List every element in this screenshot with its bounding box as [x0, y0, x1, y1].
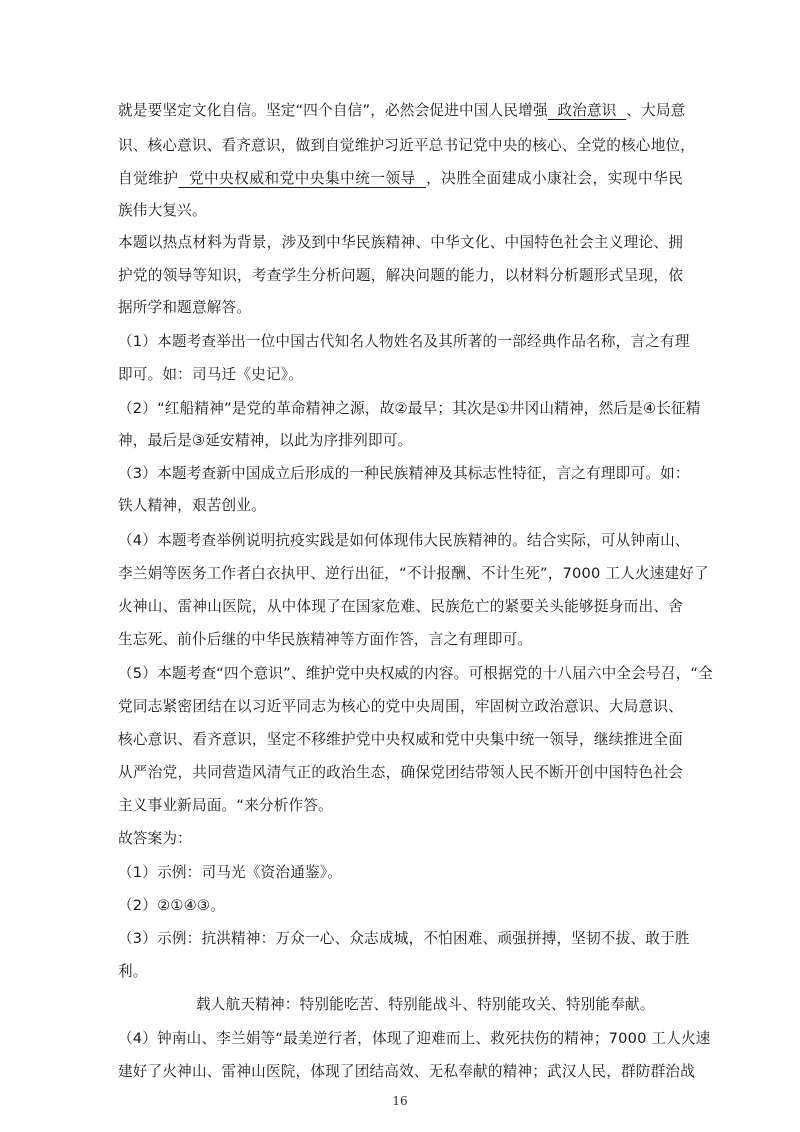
text-line-8: （1）本题考查举出一位中国古代知名人物姓名及其所著的一部经典作品名称，言之有理 [118, 333, 690, 350]
answer-blank-party-authority: 党中央权威和党中央集中统一领导 [178, 170, 427, 187]
text-line-26: （3）示例：抗洪精神：万众一心、众志成城，不怕困难、顽强拼搏，坚韧不拔、敢于胜 [118, 930, 690, 947]
text-line-12: （3）本题考查新中国成立后形成的一种民族精神及其标志性特征，言之有理即可。如： [118, 465, 690, 482]
text-segment: ，决胜全面建成小康社会，实现中华民 [426, 170, 683, 187]
text-line-20: 核心意识、看齐意识，坚定不移维护党中央权威和党中央集中统一领导，继续推进全面 [118, 731, 683, 748]
text-line-15: 李兰娟等医务工作者白衣执甲、逆行出征，“不计报酬、不计生死”，7000 工人火速建好了 [118, 565, 709, 582]
text-line-1 [118, 101, 686, 121]
text-line-17: 生忘死、前仆后继的中华民族精神等方面作答，言之有理即可。 [118, 631, 533, 648]
text-line-25: （2）②①④③。 [118, 897, 225, 914]
text-line-29: （4）钟南山、李兰娟等“最美逆行者，体现了迎难而上、救死扶伤的精神；7000 工人火速 [118, 1030, 711, 1047]
text-line-22: 主义事业新局面。“来分析作答。 [118, 797, 333, 814]
text-line-30: 建好了火神山、雷神山医院，体现了团结高效、无私奉献的精神；武汉人民，群防群治战 [118, 1063, 695, 1080]
text-segment: 、大局意 [626, 102, 686, 119]
text-line-16: 火神山、雷神山医院，从中体现了在国家危难、民族危亡的紧要关头能够挺身而出、舍 [118, 598, 683, 615]
text-segment: 就是要坚定文化自信。坚定“四个自信”，必然会促进中国人民增强 [118, 102, 548, 119]
text-line-10: （2）“红船精神”是党的革命精神之源，故②最早；其次是①井冈山精神，然后是④长征精 [118, 400, 701, 417]
text-line-7: 据所学和题意解答。 [118, 299, 252, 316]
text-line-24: （1）示例：司马光《资治通鉴》。 [118, 864, 343, 881]
text-line-27: 利。 [118, 963, 148, 980]
text-line-2: 识、核心意识、看齐意识，做到自觉维护习近平总书记党中央的核心、全党的核心地位， [118, 137, 695, 154]
text-line-6: 护党的领导等知识，考查学生分析问题，解决问题的能力，以材料分析题形式呈现，依 [118, 267, 683, 284]
text-line-13: 铁人精神，艰苦创业。 [118, 497, 266, 514]
page-number: 16 [392, 1094, 408, 1108]
text-line-3 [118, 169, 683, 189]
answer-blank-political-awareness: 政治意识 [547, 102, 627, 119]
text-line-19: 党同志紧密团结在以习近平同志为核心的党中央周围，牢固树立政治意识、大局意识、 [118, 698, 683, 715]
text-line-23: 故答案为： [118, 830, 192, 847]
text-line-21: 从严治党，共同营造风清气正的政治生态，确保党团结带领人民不断开创中国特色社会 [118, 764, 683, 781]
text-line-11: 神，最后是③延安精神，以此为序排列即可。 [118, 432, 413, 449]
text-line-5: 本题以热点材料为背景，涉及到中华民族精神、中华文化、中国特色社会主义理论、拥 [118, 234, 683, 251]
text-line-9: 即可。如：司马迁《史记》。 [118, 366, 304, 383]
text-line-28: 载人航天精神：特别能吃苦、特别能战斗、特别能攻关、特别能奉献。 [196, 996, 655, 1013]
text-line-14: （4）本题考查举例说明抗疫实践是如何体现伟大民族精神的。结合实际，可从钟南山、 [118, 532, 690, 549]
text-line-18: （5）本题考查“四个意识”、维护党中央权威的内容。可根据党的十八届六中全会号召，“全 [118, 665, 713, 682]
text-segment: 自觉维护 [118, 170, 179, 187]
text-line-4: 族伟大复兴。 [118, 202, 207, 219]
